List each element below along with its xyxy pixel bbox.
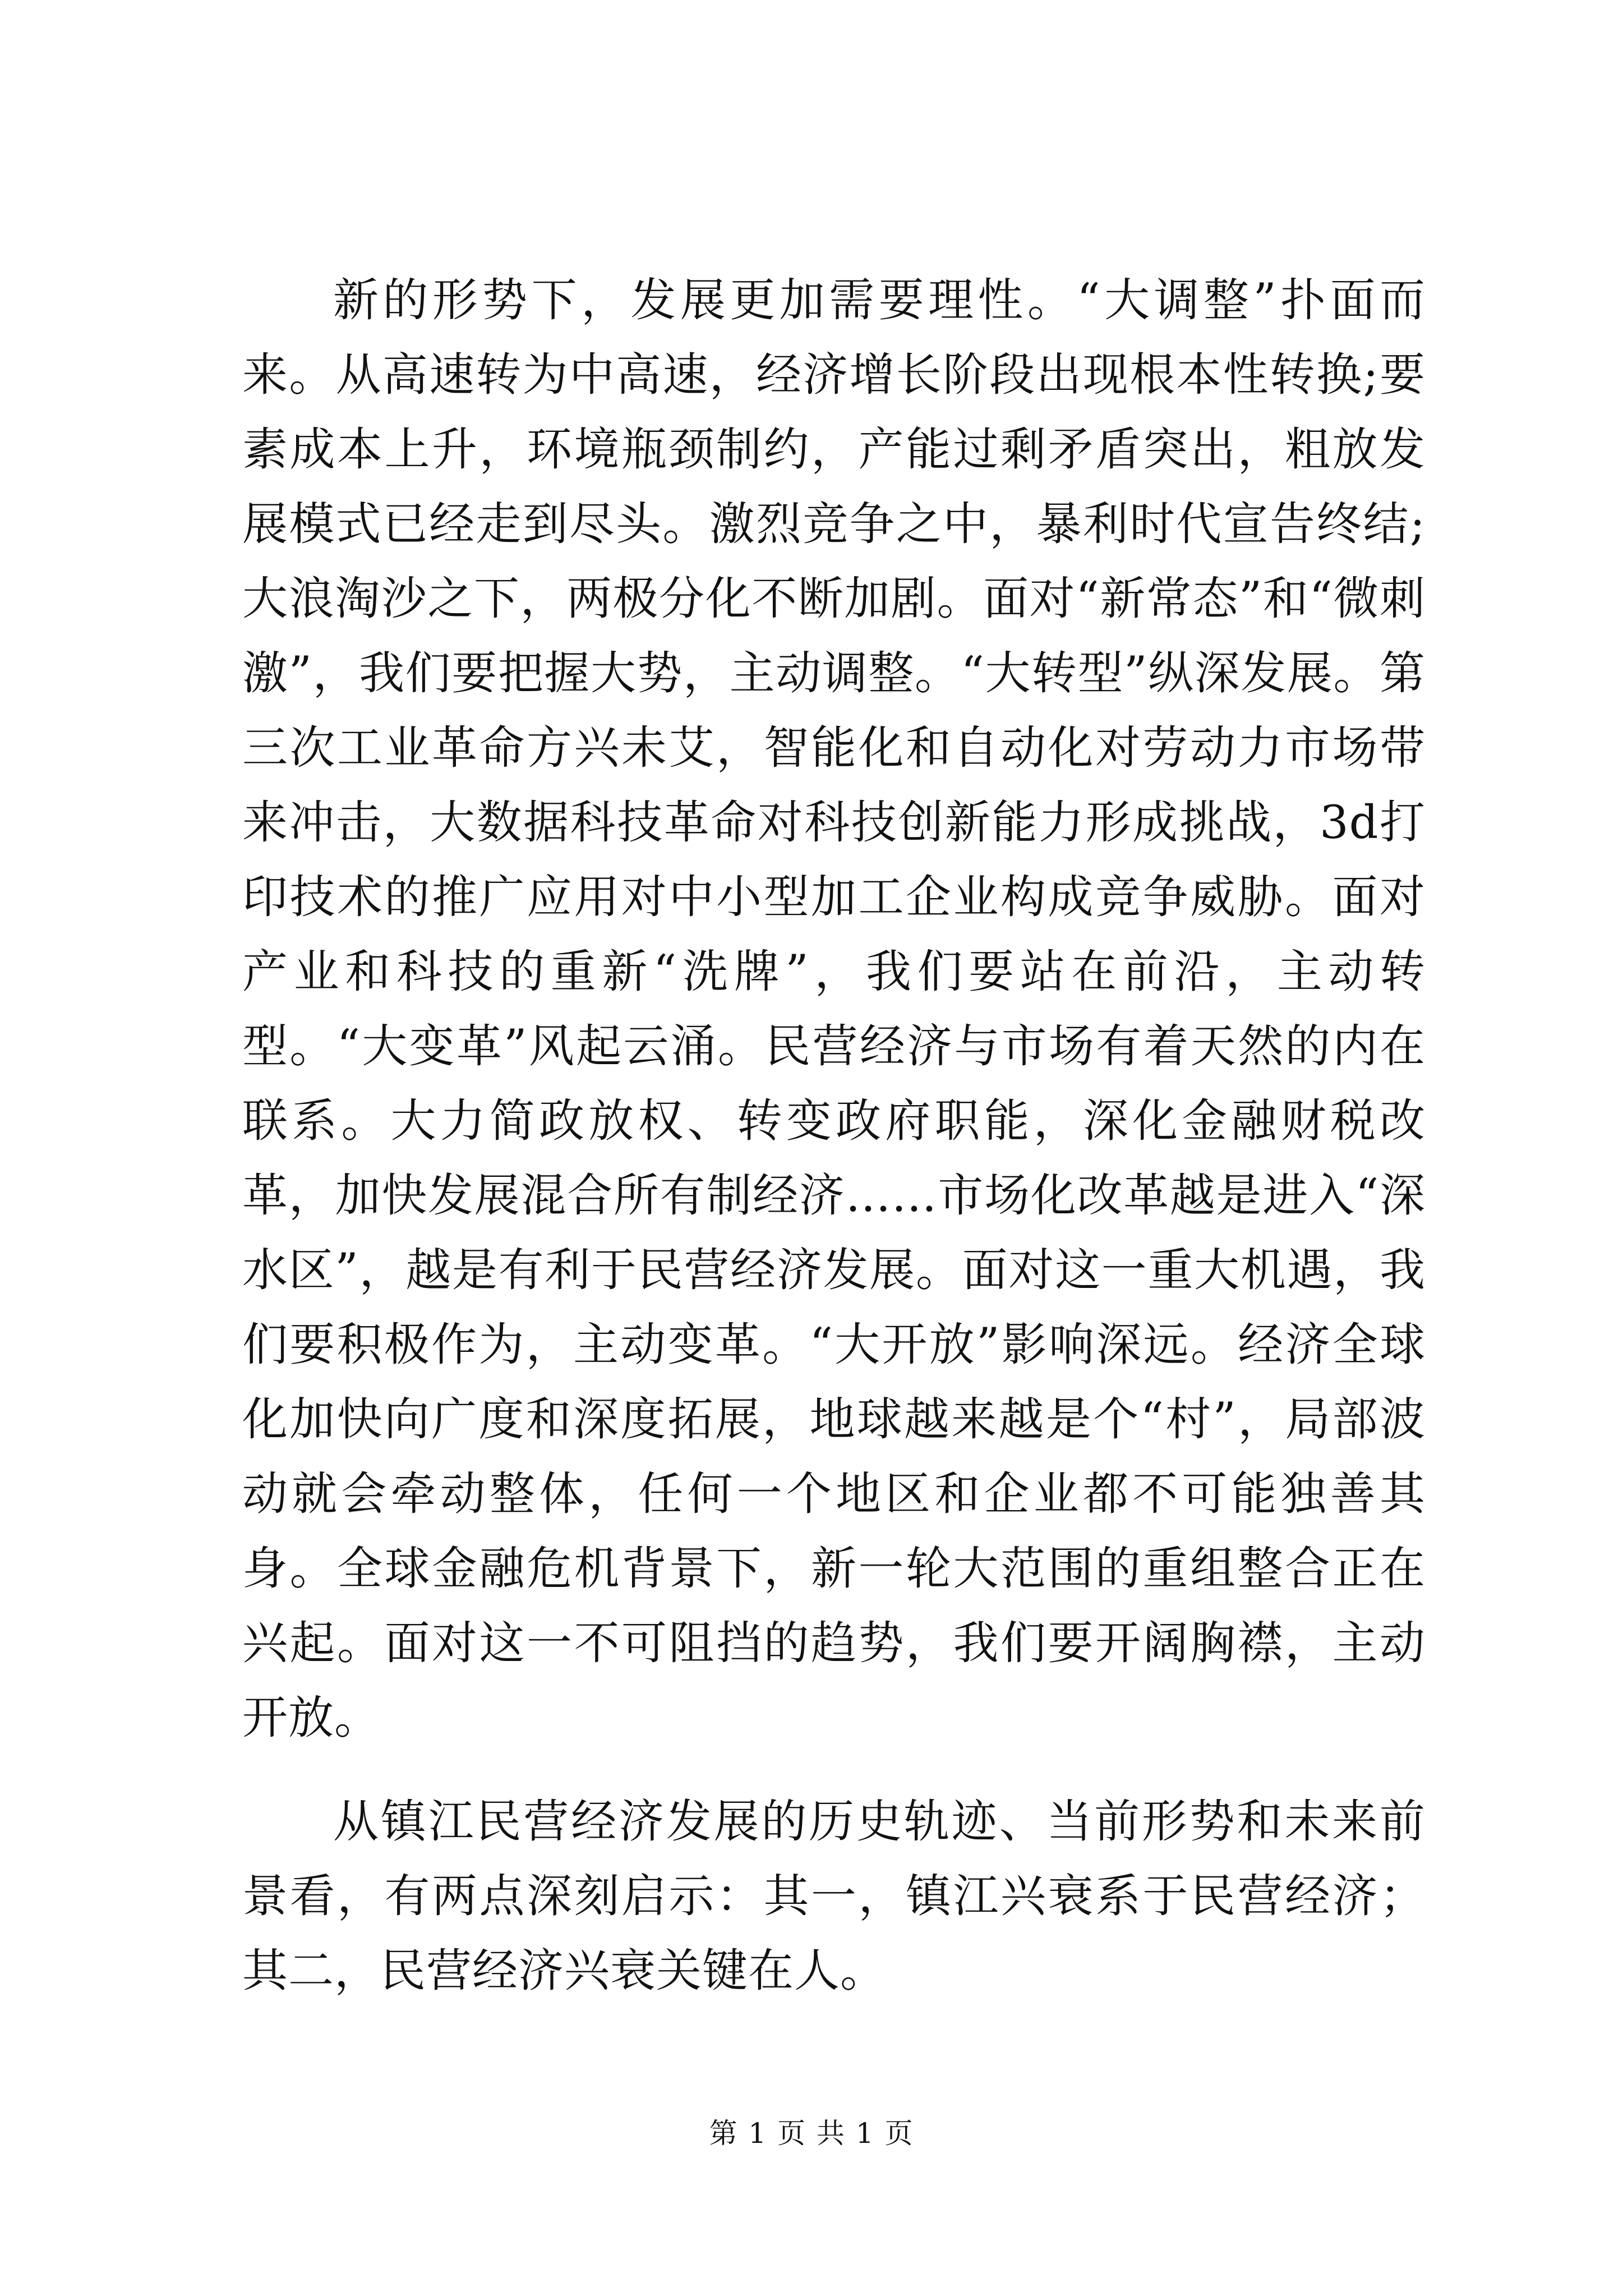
document-body: [242, 264, 1426, 2009]
page-footer: 第 1 页 共 1 页: [709, 2117, 914, 2150]
paragraph-economic-situation: 新的形势下，发展更加需要理性。“大调整”扑面而来。从高速转为中高速，经济增长阶段出现根本性转换;要素成本上升，环境瓶颈制约，产能过剩矛盾突出，粗放发展模式已经走到尽头。激烈竞争之中，暴利时代宣告终结;大浪淘沙之下，两极分化不断加剧。面对“新常态”和“微刺激”，我们要把握大势，主动调整。“大转型”纵深发展。第三次工业革命方兴未艾，智能化和自动化对劳动力市场带来冲击，大数据科技革命对科技创新能力形成挑战，3d打印技术的推广应用对中小型加工企业构成竞争威胁。面对产业和科技的重新“洗牌”，我们要站在前沿，主动转型。“大变革”风起云涌。民营经济与市场有着天然的内在联系。大力简政放权、转变政府职能，深化金融财税改革，加快发展混合所有制经济……市场化改革越是进入“深水区”，越是有利于民营经济发展。面对这一重大机遇，我们要积极作为，主动变革。“大开放”影响深远。经济全球化加快向广度和深度拓展，地球越来越是个“村”，局部波动就会牵动整体，任何一个地区和企业都不可能独善其身。全球金融危机背景下，新一轮大范围的重组整合正在兴起。面对这一不可阻挡的趋势，我们要开阔胸襟，主动开放。: [242, 274, 1426, 1745]
paragraph-zhenjiang-insights: 从镇江民营经济发展的历史轨迹、当前形势和未来前景看，有两点深刻启示：其一，镇江兴衰系于民营经济；其二，民营经济兴衰关键在人。: [242, 1796, 1426, 1998]
